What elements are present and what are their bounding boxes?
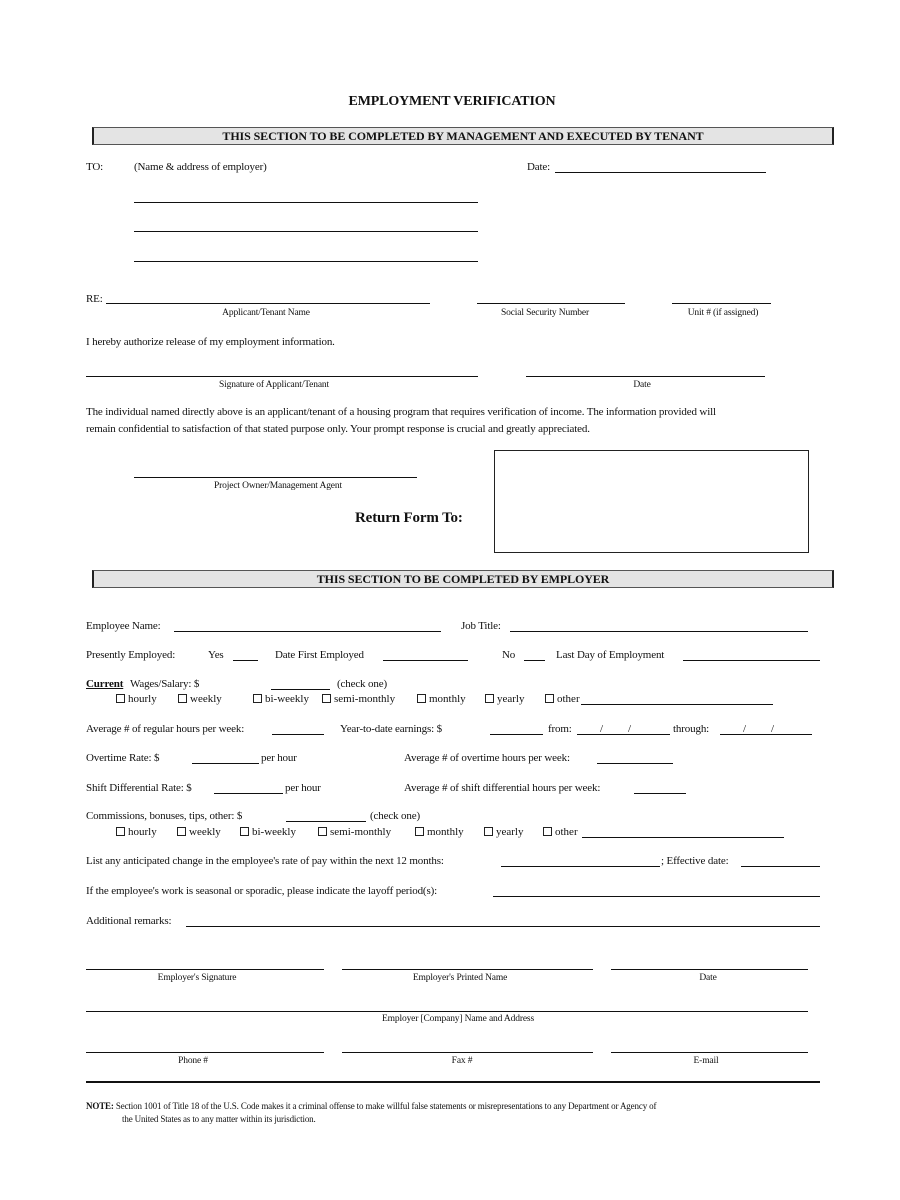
wages-option-yearly[interactable]	[485, 693, 524, 705]
date-first-employed-field[interactable]	[383, 660, 468, 661]
fax-label: Fax #	[451, 1056, 473, 1066]
signature-date-label: Date	[633, 380, 651, 390]
check-one-label: (check one)	[370, 810, 420, 822]
company-name-address-field[interactable]	[86, 1011, 808, 1012]
note-text: Section 1001 of Title 18 of the U.S. Code makes it a criminal offense to make willful false statements or misrepresentations to any Department or Agency of	[115, 1101, 657, 1111]
check-one-label: (check one)	[337, 678, 387, 690]
option-label: yearly	[497, 693, 525, 705]
commissions-amount-field[interactable]	[286, 821, 366, 822]
option-label: monthly	[427, 826, 464, 838]
option-label: weekly	[190, 693, 222, 705]
avg-shift-hours-label: Average # of shift differential hours per week:	[404, 782, 601, 794]
section2-header: THIS SECTION TO BE COMPLETED BY EMPLOYER	[92, 570, 834, 588]
seasonal-label: If the employee's work is seasonal or sporadic, please indicate the layoff period(s):	[86, 885, 437, 897]
date-first-employed-label: Date First Employed	[275, 649, 364, 661]
anticipated-change-field[interactable]	[501, 866, 660, 867]
wages-option-weekly[interactable]	[178, 693, 222, 705]
through-date-field[interactable]	[720, 734, 812, 735]
wages-option-semi-monthly[interactable]	[322, 693, 395, 705]
shift-rate-field[interactable]	[214, 793, 283, 794]
checkbox-icon[interactable]	[116, 694, 125, 703]
slash: /	[743, 723, 746, 735]
effective-date-field[interactable]	[741, 866, 820, 867]
ssn-field[interactable]	[477, 303, 625, 304]
slash: /	[600, 723, 603, 735]
checkbox-icon[interactable]	[322, 694, 331, 703]
presently-employed-label: Presently Employed:	[86, 649, 176, 661]
current-label: Current	[86, 678, 124, 690]
employee-name-field[interactable]	[174, 631, 441, 632]
job-title-field[interactable]	[510, 631, 808, 632]
checkbox-icon[interactable]	[116, 827, 125, 836]
note-label: NOTE:	[86, 1101, 114, 1111]
email-label: E-mail	[693, 1056, 719, 1066]
employer-address-line-2[interactable]	[134, 231, 478, 232]
ytd-earnings-label: Year-to-date earnings: $	[340, 723, 442, 735]
option-label: monthly	[429, 693, 466, 705]
checkbox-icon[interactable]	[485, 694, 494, 703]
checkbox-icon[interactable]	[177, 827, 186, 836]
checkbox-icon[interactable]	[417, 694, 426, 703]
overtime-rate-field[interactable]	[192, 763, 259, 764]
employer-date-label: Date	[699, 973, 717, 983]
commissions-option-other[interactable]	[543, 826, 578, 838]
avg-overtime-hours-field[interactable]	[597, 763, 673, 764]
employer-address-line-1[interactable]	[134, 202, 478, 203]
commissions-option-hourly[interactable]	[116, 826, 157, 838]
employer-hint: (Name & address of employer)	[134, 161, 267, 173]
unit-label: Unit # (if assigned)	[687, 308, 759, 318]
per-hour-label: per hour	[261, 752, 297, 764]
commissions-option-yearly[interactable]	[484, 826, 523, 838]
commissions-option-bi-weekly[interactable]	[240, 826, 296, 838]
commissions-option-monthly[interactable]	[415, 826, 464, 838]
checkbox-icon[interactable]	[545, 694, 554, 703]
note-line-1	[86, 1100, 656, 1113]
wages-other-field[interactable]	[581, 704, 773, 705]
option-label: hourly	[128, 826, 157, 838]
applicant-name-field[interactable]	[106, 303, 430, 304]
yes-label: Yes	[208, 649, 224, 661]
fax-field[interactable]	[342, 1052, 593, 1053]
checkbox-icon[interactable]	[415, 827, 424, 836]
avg-regular-hours-label: Average # of regular hours per week:	[86, 723, 245, 735]
avg-regular-hours-field[interactable]	[272, 734, 324, 735]
option-label: hourly	[128, 693, 157, 705]
unit-field[interactable]	[672, 303, 771, 304]
option-label: semi-monthly	[334, 693, 396, 705]
applicant-signature-field[interactable]	[86, 376, 478, 377]
last-day-label: Last Day of Employment	[556, 649, 665, 661]
paragraph-line-2: remain confidential to satisfaction of that stated purpose only. Your prompt response is crucial and greatly appreciated.	[86, 423, 590, 435]
checkbox-icon[interactable]	[240, 827, 249, 836]
return-address-box[interactable]	[494, 450, 809, 553]
section1-header: THIS SECTION TO BE COMPLETED BY MANAGEMENT AND EXECUTED BY TENANT	[92, 127, 834, 145]
employer-address-line-3[interactable]	[134, 261, 478, 262]
date-label: Date:	[527, 161, 551, 173]
effective-date-label: ; Effective date:	[661, 855, 729, 867]
last-day-field[interactable]	[683, 660, 820, 661]
phone-label: Phone #	[178, 1056, 208, 1066]
employer-printed-name-label: Employer's Printed Name	[412, 973, 508, 983]
wages-salary-label: Wages/Salary: $	[130, 678, 200, 690]
wages-option-other[interactable]	[545, 693, 580, 705]
company-name-address-label: Employer [Company] Name and Address	[382, 1014, 534, 1024]
employer-printed-name-field[interactable]	[342, 969, 593, 970]
return-form-label: Return Form To:	[355, 510, 463, 526]
note-line-2: the United States as to any matter within its jurisdiction.	[122, 1114, 316, 1124]
anticipated-change-label: List any anticipated change in the employee's rate of pay within the next 12 months:	[86, 855, 444, 867]
checkbox-icon[interactable]	[253, 694, 262, 703]
overtime-rate-label: Overtime Rate: $	[86, 752, 160, 764]
avg-overtime-hours-label: Average # of overtime hours per week:	[404, 752, 570, 764]
commissions-other-field[interactable]	[582, 837, 784, 838]
signature-label: Signature of Applicant/Tenant	[218, 380, 330, 390]
checkbox-icon[interactable]	[543, 827, 552, 836]
paragraph-line-1: The individual named directly above is an applicant/tenant of a housing program that requires verification of income. The information provided will	[86, 406, 716, 418]
phone-field[interactable]	[86, 1052, 324, 1053]
applicant-name-label: Applicant/Tenant Name	[222, 308, 310, 318]
job-title-label: Job Title:	[461, 620, 501, 632]
agent-label: Project Owner/Management Agent	[214, 481, 342, 491]
through-label: through:	[673, 723, 710, 735]
slash: /	[628, 723, 631, 735]
wages-option-hourly[interactable]	[116, 693, 157, 705]
shift-rate-label: Shift Differential Rate: $	[86, 782, 192, 794]
option-label: other	[557, 693, 580, 705]
option-label: other	[555, 826, 578, 838]
divider	[86, 1081, 820, 1083]
commissions-option-weekly[interactable]	[177, 826, 221, 838]
re-label: RE:	[86, 293, 103, 305]
no-field[interactable]	[524, 660, 545, 661]
option-label: weekly	[189, 826, 221, 838]
email-field[interactable]	[611, 1052, 808, 1053]
employer-signature-label: Employer's Signature	[157, 973, 237, 983]
no-label: No	[502, 649, 516, 661]
ytd-earnings-field[interactable]	[490, 734, 543, 735]
employee-name-label: Employee Name:	[86, 620, 161, 632]
commissions-label: Commissions, bonuses, tips, other: $	[86, 810, 243, 822]
slash: /	[771, 723, 774, 735]
employer-signature-field[interactable]	[86, 969, 324, 970]
checkbox-icon[interactable]	[484, 827, 493, 836]
agent-signature-field[interactable]	[134, 477, 417, 478]
form-title: EMPLOYMENT VERIFICATION	[348, 94, 556, 109]
per-hour-label: per hour	[285, 782, 321, 794]
wages-option-monthly[interactable]	[417, 693, 466, 705]
additional-remarks-field[interactable]	[186, 926, 820, 927]
option-label: semi-monthly	[330, 826, 392, 838]
date-field[interactable]	[555, 172, 766, 173]
to-label: TO:	[86, 161, 104, 173]
from-date-field[interactable]	[577, 734, 670, 735]
avg-shift-hours-field[interactable]	[634, 793, 686, 794]
from-label: from:	[548, 723, 572, 735]
option-label: bi-weekly	[265, 693, 309, 705]
option-label: yearly	[496, 826, 524, 838]
ssn-label: Social Security Number	[501, 308, 589, 318]
wages-amount-field[interactable]	[271, 689, 330, 690]
layoff-period-field[interactable]	[493, 896, 820, 897]
employer-date-field[interactable]	[611, 969, 808, 970]
authorize-text: I hereby authorize release of my employment information.	[86, 336, 335, 348]
checkbox-icon[interactable]	[178, 694, 187, 703]
checkbox-icon[interactable]	[318, 827, 327, 836]
yes-field[interactable]	[233, 660, 258, 661]
signature-date-field[interactable]	[526, 376, 765, 377]
wages-option-bi-weekly[interactable]	[253, 693, 309, 705]
commissions-option-semi-monthly[interactable]	[318, 826, 391, 838]
additional-remarks-label: Additional remarks:	[86, 915, 172, 927]
option-label: bi-weekly	[252, 826, 296, 838]
